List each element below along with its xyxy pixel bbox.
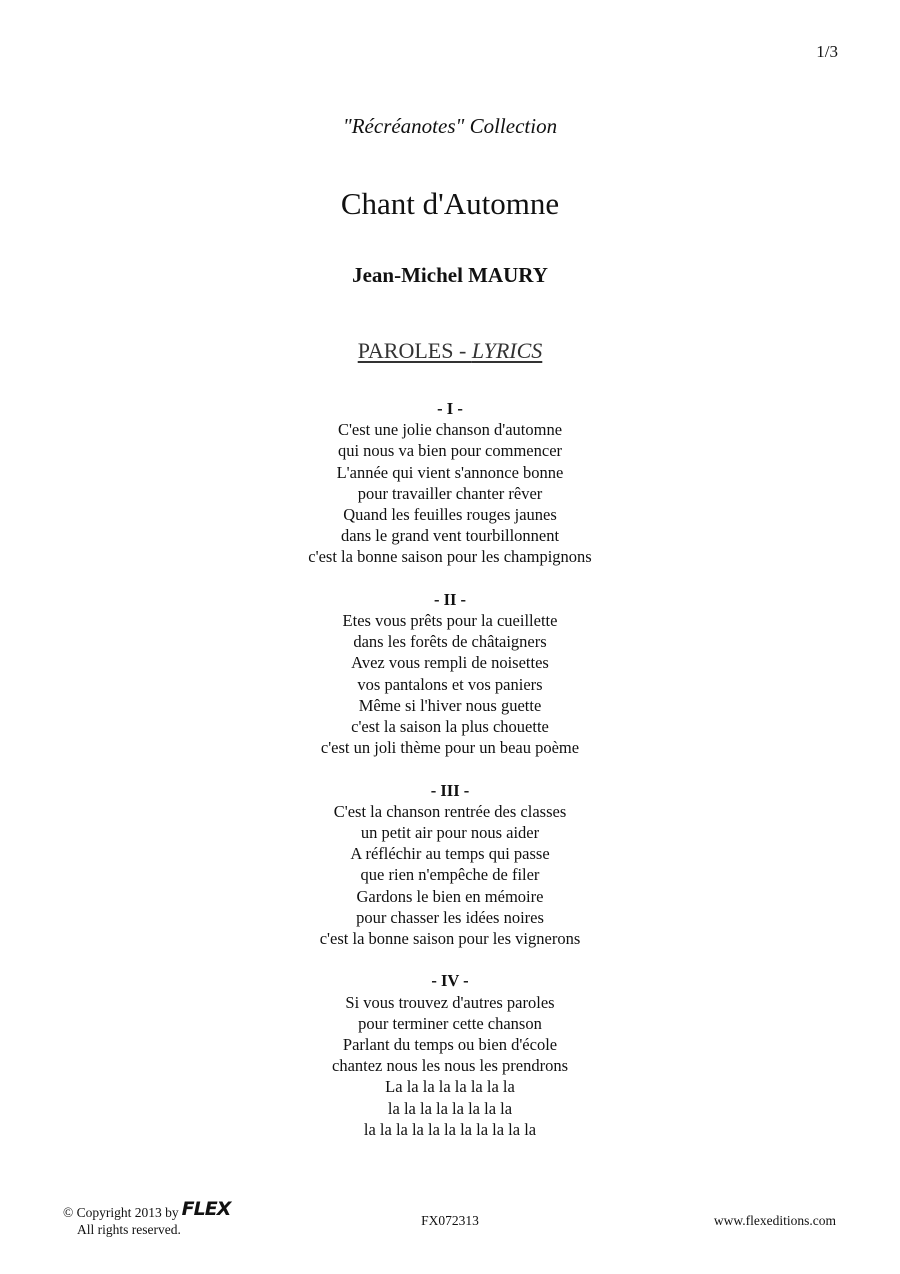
lyric-line: pour chasser les idées noires (356, 907, 544, 927)
verse-1 (0, 398, 900, 568)
lyrics-body (0, 398, 900, 1161)
lyric-line: c'est un joli thème pour un beau poème (320, 738, 580, 758)
lyrics-heading-italic: LYRICS (471, 338, 543, 363)
lyric-line: Gardons le bien en mémoire (356, 886, 544, 906)
lyric-line: pour terminer cette chanson (358, 1013, 542, 1033)
lyric-line: L'année qui vient s'annonce bonne (336, 462, 564, 482)
lyric-line: La la la la la la la la (385, 1077, 515, 1097)
flex-logo-text: FLEX (181, 1198, 231, 1220)
lyric-line: Quand les feuilles rouges jaunes (343, 505, 557, 525)
verse-label: - IV - (431, 971, 469, 991)
verse-4 (0, 970, 900, 1140)
composer-name: Jean-Michel MAURY (352, 263, 548, 287)
verse-label: - I - (437, 399, 463, 418)
verse-3 (0, 780, 900, 950)
lyric-line: C'est la chanson rentrée des classes (333, 801, 567, 821)
verse-label: - III - (430, 780, 470, 800)
lyric-line: un petit air pour nous aider (360, 823, 540, 843)
lyric-line: Parlant du temps ou bien d'école (342, 1035, 558, 1055)
lyric-line: chantez nous les nous les prendrons (332, 1056, 568, 1076)
lyric-line: pour travailler chanter rêver (357, 483, 543, 503)
page-number: 1/3 (816, 42, 838, 61)
lyric-line: A réfléchir au temps qui passe (350, 844, 550, 864)
copyright-text: © Copyright 2013 by (63, 1204, 179, 1220)
lyric-line: vos pantalons et vos paniers (357, 674, 543, 694)
lyric-line: Avez vous rempli de noisettes (351, 653, 549, 673)
verse-label: - II - (433, 589, 467, 609)
catalog-code: FX072313 (421, 1213, 479, 1228)
lyric-line: la la la la la la la la (387, 1098, 513, 1118)
lyric-line: dans le grand vent tourbillonnent (340, 526, 560, 546)
lyric-line: c'est la bonne saison pour les champignons (308, 547, 592, 567)
lyric-line: qui nous va bien pour commencer (337, 441, 563, 461)
page-title: Chant d'Automne (340, 186, 560, 221)
lyric-line: C'est une jolie chanson d'automne (337, 420, 563, 440)
lyric-line: Etes vous prêts pour la cueillette (342, 611, 558, 631)
rights-text: All rights reserved. (77, 1222, 181, 1237)
lyric-line: c'est la bonne saison pour les vignerons (319, 929, 581, 949)
lyrics-heading-main: PAROLES - (357, 338, 472, 363)
lyric-line: la la la la la la la la la la la (363, 1119, 537, 1139)
lyric-line: Si vous trouvez d'autres paroles (345, 992, 555, 1012)
lyric-line: que rien n'empêche de filer (360, 865, 540, 885)
lyric-line: Même si l'hiver nous guette (358, 695, 542, 715)
lyrics-heading (0, 338, 900, 364)
lyric-line: dans les forêts de châtaigners (353, 632, 547, 652)
collection-name: "Récréanotes" Collection (342, 114, 558, 138)
website-url: www.flexeditions.com (713, 1213, 836, 1228)
verse-2 (0, 589, 900, 759)
lyric-line: c'est la saison la plus chouette (351, 717, 549, 737)
